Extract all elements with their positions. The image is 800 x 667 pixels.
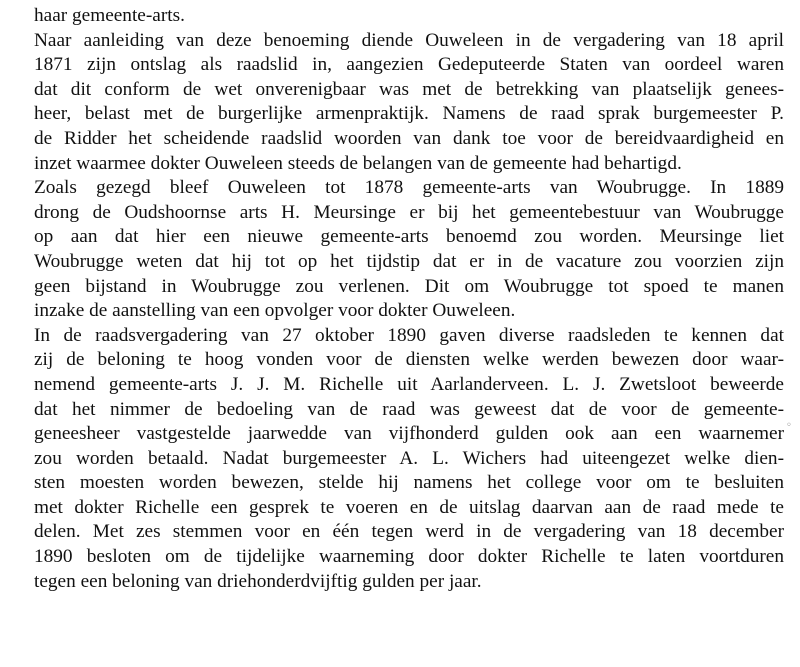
- text-line-15: zij de beloning te hoog vonden voor de diensten welke werden bewezen door waar-: [34, 349, 784, 371]
- text-line-20: sten moesten worden bewezen, stelde hij namens het college voor om te besluiten: [34, 472, 784, 494]
- text-line-8: Zoals gezegd bleef Ouweleen tot 1878 gemeente-arts van Woubrugge. In 1889: [34, 177, 784, 199]
- text-line-17: dat het nimmer de bedoeling van de raad was geweest dat de voor de gemeente-: [34, 398, 784, 420]
- text-line-18: geneesheer vastgestelde jaarwedde van vijfhonderd gulden ook aan een waarnemer: [34, 423, 784, 445]
- text-line-5: heer, belast met de burgerlijke armenpraktijk. Namens de raad sprak burgemeester P.: [34, 103, 784, 125]
- text-line-4: dat dit conform de wet onverenigbaar was met de betrekking van plaatselijk genees-: [34, 78, 784, 100]
- text-line-19: zou worden betaald. Nadat burgemeester A. L. Wichers had uiteengezet welke dien-: [34, 447, 784, 469]
- text-line-22: delen. Met zes stemmen voor en één tegen werd in de vergadering van 18 december: [34, 521, 784, 543]
- text-line-14: In de raadsvergadering van 27 oktober 1890 gaven diverse raadsleden te kennen dat: [34, 324, 784, 346]
- text-line-13: inzake de aanstelling van een opvolger voor dokter Ouweleen.: [34, 300, 516, 322]
- text-line-23: 1890 besloten om de tijdelijke waarneming door dokter Richelle te laten voortduren: [34, 546, 784, 568]
- text-line-3: 1871 zijn ontslag als raadslid in, aangezien Gedeputeerde Staten van oordeel waren: [34, 54, 784, 76]
- text-line-1: haar gemeente-arts.: [34, 5, 185, 26]
- text-line-11: Woubrugge weten dat hij tot op het tijdstip dat er in de vacature zou voorzien zijn: [34, 250, 784, 272]
- text-line-12: geen bijstand in Woubrugge zou verlenen. Dit om Woubrugge tot spoed te manen: [34, 275, 784, 297]
- text-line-16: nemend gemeente-arts J. J. M. Richelle uit Aarlanderveen. L. J. Zwetsloot beweerde: [34, 373, 784, 395]
- document-body: [34, 4, 784, 594]
- text-line-9: drong de Oudshoornse arts H. Meursinge er bij het gemeentebestuur van Woubrugge: [34, 201, 784, 223]
- text-line-2: Naar aanleiding van deze benoeming diende Ouweleen in de vergadering van 18 april: [34, 29, 784, 51]
- text-line-24: tegen een beloning van driehonderdvijftig gulden per jaar.: [34, 570, 482, 592]
- scan-speck-mark: ◦: [786, 420, 792, 431]
- text-line-10: op aan dat hier een nieuwe gemeente-arts benoemd zou worden. Meursinge liet: [34, 226, 784, 248]
- text-line-7: inzet waarmee dokter Ouweleen steeds de belangen van de gemeente had behartigd.: [34, 152, 682, 174]
- text-line-6: de Ridder het scheidende raadslid woorden van dank toe voor de bereidvaardigheid en: [34, 127, 784, 149]
- text-line-21: met dokter Richelle een gesprek te voeren en de uitslag daarvan aan de raad mede te: [34, 496, 784, 518]
